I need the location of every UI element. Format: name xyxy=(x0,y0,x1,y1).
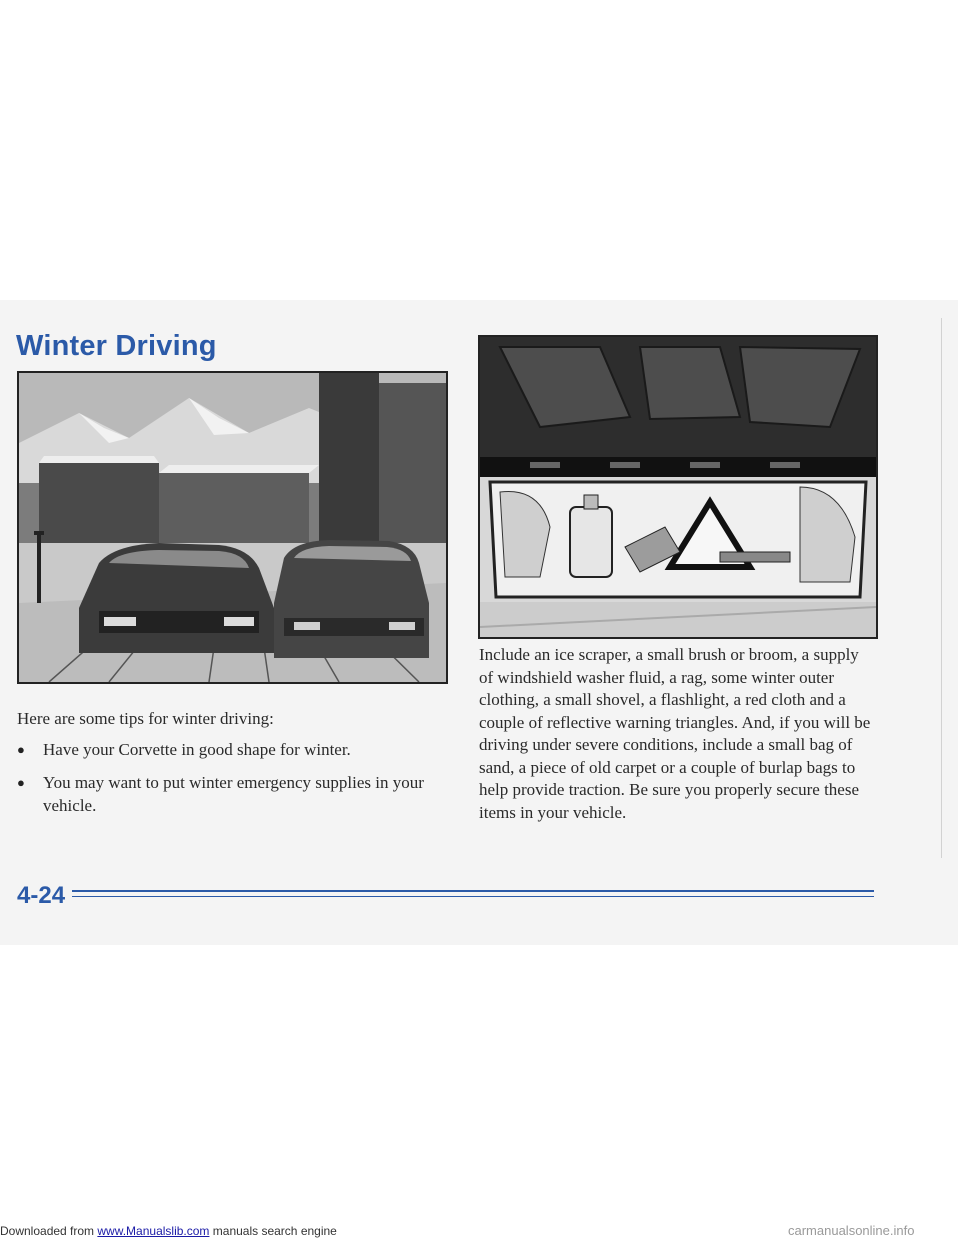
list-item xyxy=(17,771,457,817)
watermark-text: carmanualsonline.info xyxy=(788,1223,915,1238)
trunk-supplies-illustration xyxy=(478,335,878,639)
bullet-dot-icon: ● xyxy=(17,742,25,757)
bullet-dot-icon: ● xyxy=(17,775,25,790)
winter-street-illustration xyxy=(17,371,448,684)
section-title: Winter Driving xyxy=(16,330,217,362)
page-number: 4-24 xyxy=(17,882,66,909)
list-item xyxy=(17,738,457,761)
download-footer xyxy=(0,1224,337,1238)
page-edge-line xyxy=(941,318,942,858)
manualslib-link[interactable]: www.Manualslib.com xyxy=(97,1224,210,1238)
list-item-text: You may want to put winter emergency supplies in your vehicle. xyxy=(43,773,424,815)
footer-prefix: Downloaded from xyxy=(0,1224,98,1238)
intro-text: Here are some tips for winter driving: xyxy=(17,709,274,728)
list-item-text: Have your Corvette in good shape for winter. xyxy=(43,740,351,759)
supplies-paragraph: Include an ice scraper, a small brush or broom, a supply of windshield washer fluid, a rag, some winter outer clothing, a small shovel, a flashlight, a red cloth and a couple of reflective warning triangles. And, if you will be driving under severe conditions, include a small bag of sand, a piece of old carpet or a couple of burlap bags to help provide traction. Be sure you properly secure these items in your vehicle. xyxy=(479,645,871,822)
footer-suffix: manuals search engine xyxy=(209,1224,337,1238)
page-rule xyxy=(72,890,874,897)
tips-list xyxy=(17,738,457,827)
